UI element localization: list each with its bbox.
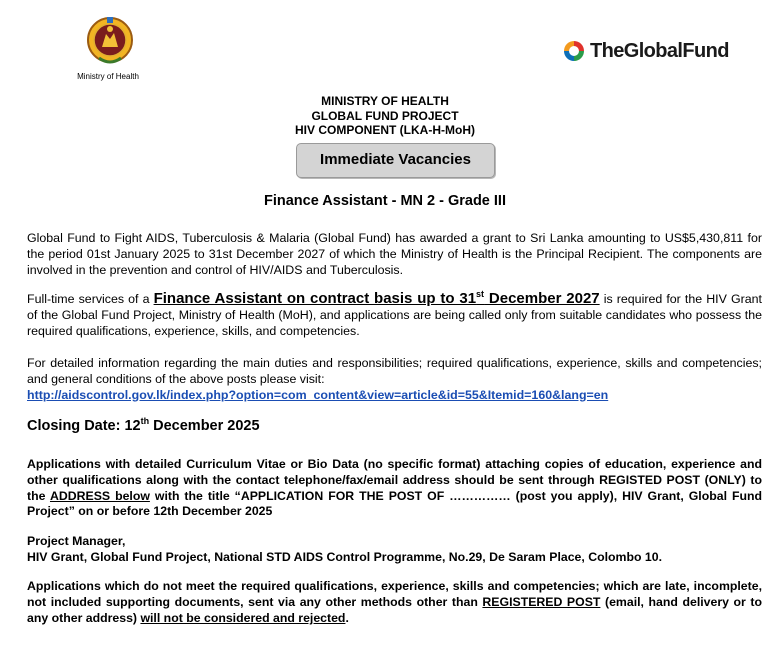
application-part2: with the title “APPLICATION FOR THE POST OF …………… (post you apply), HIV Grant, Global Fund Project” on or before 12th December 2025	[27, 488, 763, 519]
registered-post-underlined: REGISTERED POST	[482, 594, 601, 609]
rejection-part2: (email, hand delivery or to any other address)	[27, 594, 762, 625]
not-considered-underlined: will not be considered and rejected	[140, 610, 346, 625]
service-paragraph	[27, 291, 762, 339]
post-highlight	[154, 290, 600, 307]
details-paragraph	[27, 356, 762, 403]
address-line1: Project Manager,	[27, 534, 126, 548]
closing-lead: Closing Date: 12	[27, 418, 141, 434]
header-line-component: HIV COMPONENT (LKA-H-MoH)	[295, 123, 475, 137]
sri-lanka-emblem-icon	[85, 14, 135, 68]
global-fund-logo	[561, 38, 729, 64]
intro-paragraph: Global Fund to Fight AIDS, Tuberculosis & Malaria (Global Fund) has awarded a grant to Sri Lanka amounting to US$5,430,811 for the period 01st January 2025 to 31st December 2027 of which the Ministry of Health is the Principal Recipient. The components are involved in the prevention and control of HIV/AIDS and Tuberculosis.	[27, 231, 762, 277]
address-underlined: ADDRESS below	[49, 488, 150, 503]
global-fund-swirl-icon	[561, 38, 587, 64]
document-header	[0, 94, 770, 138]
ministry-of-health-label: Ministry of Health	[77, 72, 139, 81]
rejection-end: .	[345, 610, 349, 625]
application-part1: Applications with detailed Curriculum Vitae or Bio Data (no specific format) attaching copies of education, experience and other qualifications along with the contact telephone/fax/email address should be sent through REGISTED POST (ONLY) to the	[27, 457, 762, 503]
immediate-vacancies-banner: Immediate Vacancies	[296, 143, 495, 178]
closing-rest: December 2025	[149, 418, 260, 434]
closing-sup: th	[140, 416, 150, 427]
address-line2: HIV Grant, Global Fund Project, National STD AIDS Control Programme, No.29, De Saram Place, Colombo 10.	[27, 549, 663, 564]
details-link[interactable]: http://aidscontrol.gov.lk/index.php?option=com_content&view=article&id=55&Itemid=160&lang=en	[27, 387, 609, 402]
header-line-ministry: MINISTRY OF HEALTH	[321, 94, 449, 108]
rejection-notice	[27, 579, 762, 626]
global-fund-text-the: The	[590, 39, 624, 62]
postal-address	[27, 534, 762, 566]
post-highlight-b: December 2027	[484, 290, 600, 307]
rejection-part1: Applications which do not meet the required qualifications, experience, skills and competencies; which are late, incomplete, not included supporting documents, sent via any other methods other than	[27, 579, 762, 609]
application-instructions	[27, 457, 762, 520]
post-highlight-a: Finance Assistant on contract basis up to 31	[153, 290, 477, 307]
details-text: For detailed information regarding the main duties and responsibilities; required qualifications, experience, skills and competencies; and general conditions of the above posts please visit:	[27, 356, 762, 386]
global-fund-text-rest: GlobalFund	[623, 39, 729, 62]
closing-date	[27, 418, 260, 434]
service-rest: is required for the HIV Grant of the Global Fund Project, Ministry of Health (MoH), and applications are being called only from suitable candidates who possess the required qualifications, experience, skills, and competencies.	[27, 292, 762, 338]
service-lead: Full-time services of a	[27, 292, 154, 306]
post-highlight-sup: st	[476, 289, 485, 299]
header-line-project: GLOBAL FUND PROJECT	[311, 108, 459, 123]
post-title: Finance Assistant - MN 2 - Grade III	[264, 193, 506, 209]
